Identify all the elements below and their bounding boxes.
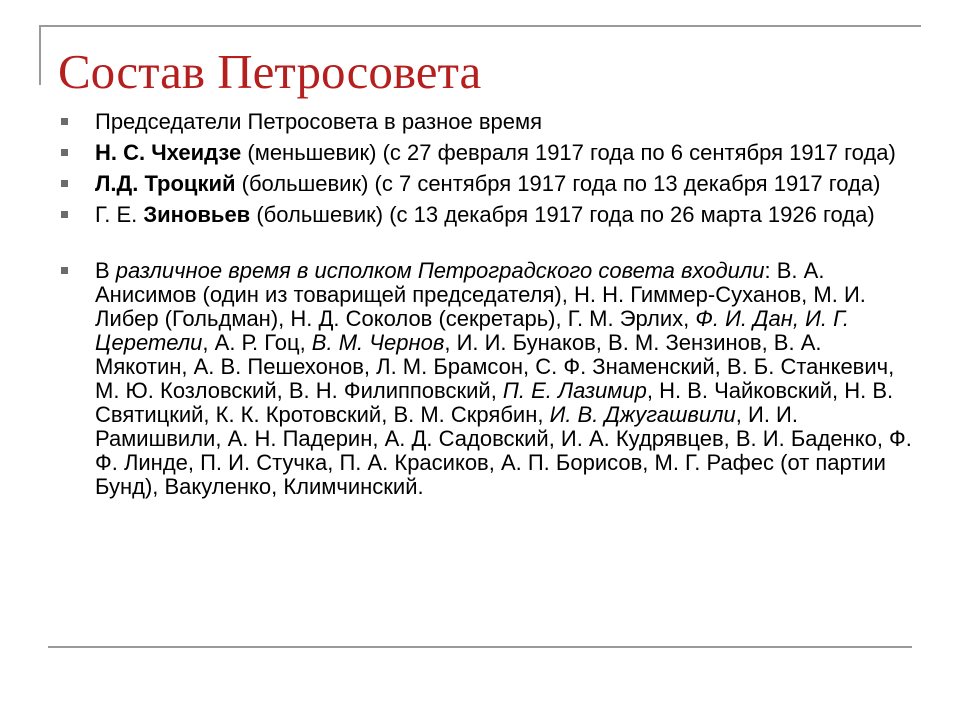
square-bullet-icon bbox=[61, 267, 68, 274]
square-bullet-icon bbox=[61, 180, 68, 187]
bullet-item bbox=[95, 258, 919, 499]
members-text-italic: П. Е. Лазимир bbox=[502, 378, 647, 403]
frame-left-line bbox=[39, 25, 41, 85]
frame-top-line bbox=[39, 25, 921, 27]
slide-title: Состав Петросовета bbox=[58, 44, 482, 99]
frame-bottom-line bbox=[48, 646, 912, 648]
members-text: , И. И. Бунаков, В. М. Зензинов, В. А. Мякотин, А. В. Пешехонов, Л. М. Брамсон, С. Ф. Знаменский, В. Б. Станкевич, М. Ю. Козловский, В. Н. Филипповский, bbox=[95, 330, 901, 403]
square-bullet-icon bbox=[61, 118, 68, 125]
chairman-details: (меньшевик) (с 27 февраля 1917 года по 6 сентября 1917 года) bbox=[241, 140, 896, 165]
members-text: В bbox=[95, 258, 116, 283]
square-bullet-icon bbox=[61, 149, 68, 156]
bullet-text: Председатели Петросовета в разное время bbox=[95, 109, 543, 134]
bullet-item bbox=[95, 141, 915, 165]
chairman-details: (большевик) (с 7 сентября 1917 года по 13 декабря 1917 года) bbox=[235, 171, 881, 196]
chairman-name: Зиновьев bbox=[143, 202, 251, 227]
bullet-item bbox=[95, 110, 915, 134]
bullet-item bbox=[95, 203, 915, 227]
members-text: : В. А. Анисимов (один из товарищей председателя), Н. Н. Гиммер-Суханов, М. И. Либер (Гольдман), Н. Д. Соколов (секретарь), Г. М. Эрлих, bbox=[95, 258, 872, 331]
members-text: , И. И. Рамишвили, А. Н. Падерин, А. Д. Садовский, И. А. Кудрявцев, В. И. Баденко, Ф. Ф. Линде, П. И. Стучка, П. А. Красиков, А. П. Борисов, М. Г. Рафес (от партии Бунд), Вакуленко, Климчинский. bbox=[95, 402, 919, 499]
members-text: , Н. В. Чайковский, Н. В. Святицкий, К. К. Кротовский, В. М. Скрябин, bbox=[95, 378, 900, 427]
chairman-initials: Г. Е. bbox=[95, 202, 144, 227]
members-text-italic: И. В. Джугашвили bbox=[549, 402, 736, 427]
bullet-item bbox=[95, 172, 915, 196]
members-text-italic: В. М. Чернов bbox=[311, 330, 445, 355]
square-bullet-icon bbox=[61, 211, 68, 218]
members-text-italic: Ф. И. Дан, И. Г. Церетели bbox=[95, 306, 856, 355]
chairman-details: (большевик) (с 13 декабря 1917 года по 26 марта 1926 года) bbox=[250, 202, 875, 227]
members-text: , А. Р. Гоц, bbox=[202, 330, 312, 355]
chairman-name: Н. С. Чхеидзе bbox=[95, 140, 242, 165]
chairman-name: Л.Д. Троцкий bbox=[95, 171, 236, 196]
bullet-list bbox=[95, 109, 919, 506]
members-text-italic: различное время в исполком Петроградского совета входили bbox=[115, 258, 765, 283]
